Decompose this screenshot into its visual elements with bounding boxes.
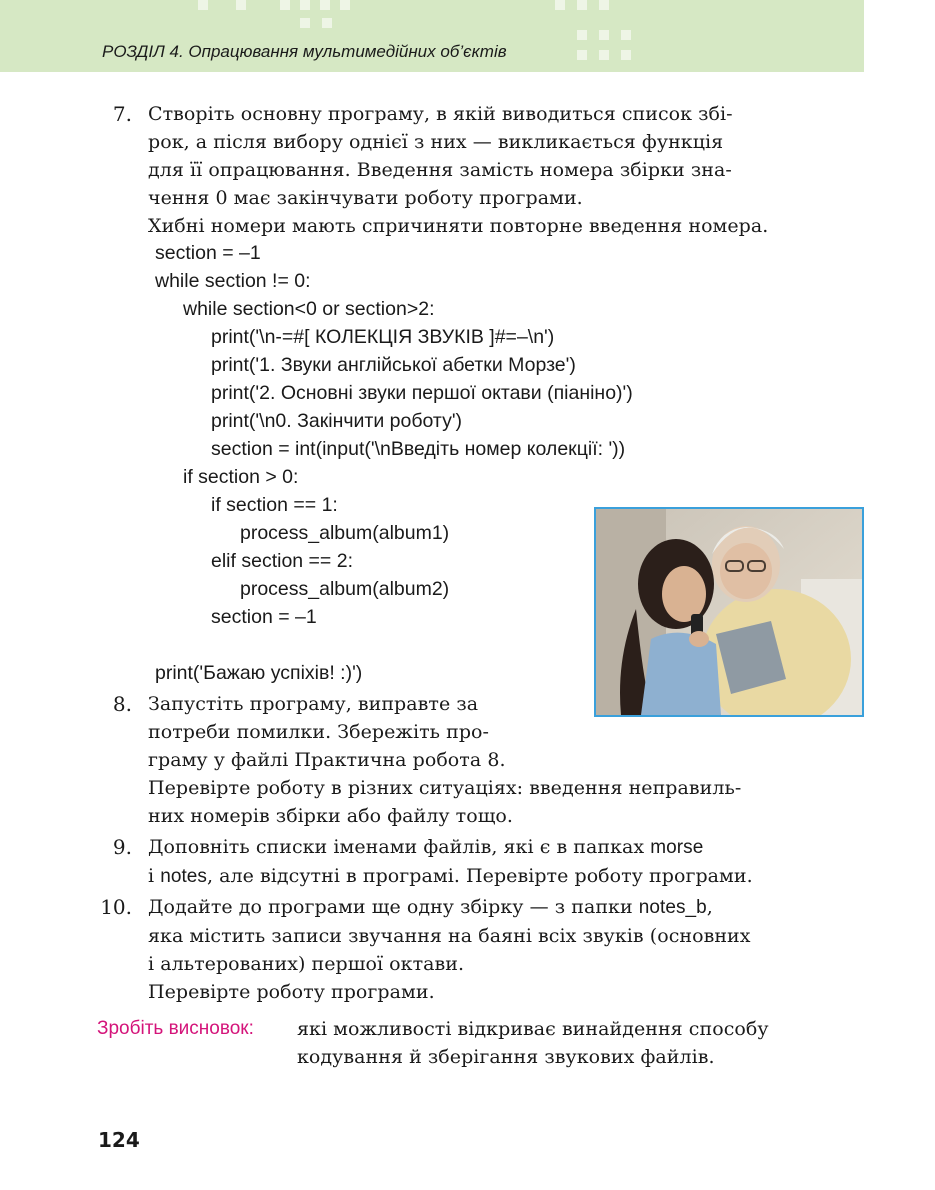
text-line: Хибні номери мають спричиняти повторне введення номера. xyxy=(148,215,769,237)
code-line: print('\n-=#[ КОЛЕКЦІЯ ЗВУКІВ ]#=–\n') xyxy=(211,326,555,348)
code-line: elif section == 2: xyxy=(211,550,354,572)
text-line: які можливості відкриває винайдення способу xyxy=(297,1018,769,1040)
code-line: section = –1 xyxy=(211,606,317,628)
text-segment: Додайте до програми ще одну збірку — з папки xyxy=(148,896,639,918)
photo-girl-and-grandmother xyxy=(594,507,864,717)
text-segment: , але відсутні в програмі. Перевірте роботу програми. xyxy=(206,865,753,887)
page-header xyxy=(0,0,864,72)
code-line: process_album(album2) xyxy=(240,578,450,600)
section-title: РОЗДІЛ 4. Опрацювання мультимедійних об’єктів xyxy=(102,42,507,61)
code-line: if section == 1: xyxy=(211,494,338,516)
folder-name: notes_b xyxy=(638,897,707,918)
code-line: print('Бажаю успіхів! :)') xyxy=(155,662,363,684)
text-line: граму у файлі Практична робота 8. xyxy=(148,749,506,771)
text-line xyxy=(148,862,753,891)
code-line: while section != 0: xyxy=(155,270,311,292)
text-line: і альтерованих) першої октави. xyxy=(148,953,465,975)
code-line: process_album(album1) xyxy=(240,522,450,544)
text-line: Перевірте роботу програми. xyxy=(148,981,435,1003)
text-line: для її опрацювання. Введення замість номера збірки зна- xyxy=(148,159,732,181)
text-line xyxy=(148,833,753,862)
code-line: print('2. Основні звуки першої октави (піаніно)') xyxy=(211,382,633,404)
code-line: print('1. Звуки англійської абетки Морзе') xyxy=(211,354,576,376)
text-line: кодування й зберігання звукових файлів. xyxy=(297,1046,715,1068)
text-line: Запустіть програму, виправте за xyxy=(148,693,479,715)
text-line: Створіть основну програму, в якій виводиться список збі- xyxy=(148,103,733,125)
folder-name: morse xyxy=(650,837,704,858)
text-segment: i xyxy=(148,865,161,887)
text-line: Перевірте роботу в різних ситуаціях: введення неправиль- xyxy=(148,777,742,799)
photo-image xyxy=(596,509,862,715)
code-line: section = –1 xyxy=(155,242,261,264)
text-segment: Доповніть списки іменами файлів, які є в папках xyxy=(148,836,651,858)
code-line: if section > 0: xyxy=(183,466,299,488)
page-number: 124 xyxy=(98,1128,140,1152)
text-segment: , xyxy=(706,896,713,918)
text-line: потреби помилки. Збережіть про- xyxy=(148,721,490,743)
text-line: рок, а після вибору однієї з них — викликається функція xyxy=(148,131,724,153)
conclusion-label: Зробіть висновок: xyxy=(97,1018,254,1039)
folder-name: notes xyxy=(160,866,207,887)
text-line: них номерів збірки або файлу тощо. xyxy=(148,805,513,827)
conclusion-text xyxy=(297,1015,769,1071)
item-number: 9. xyxy=(112,835,132,859)
item-number: 7. xyxy=(112,102,132,126)
item-number: 10. xyxy=(100,895,132,919)
item-number: 8. xyxy=(112,692,132,716)
code-line: print('\n0. Закінчити роботу') xyxy=(211,410,463,432)
code-line: while section<0 or section>2: xyxy=(183,298,435,320)
text-line: чення 0 має закінчувати роботу програми. xyxy=(148,187,583,209)
text-line: яка містить записи звучання на баяні всіх звуків (основних xyxy=(148,925,751,947)
text-line xyxy=(148,893,751,922)
code-line: section = int(input('\nВведіть номер колекції: ')) xyxy=(211,438,626,460)
